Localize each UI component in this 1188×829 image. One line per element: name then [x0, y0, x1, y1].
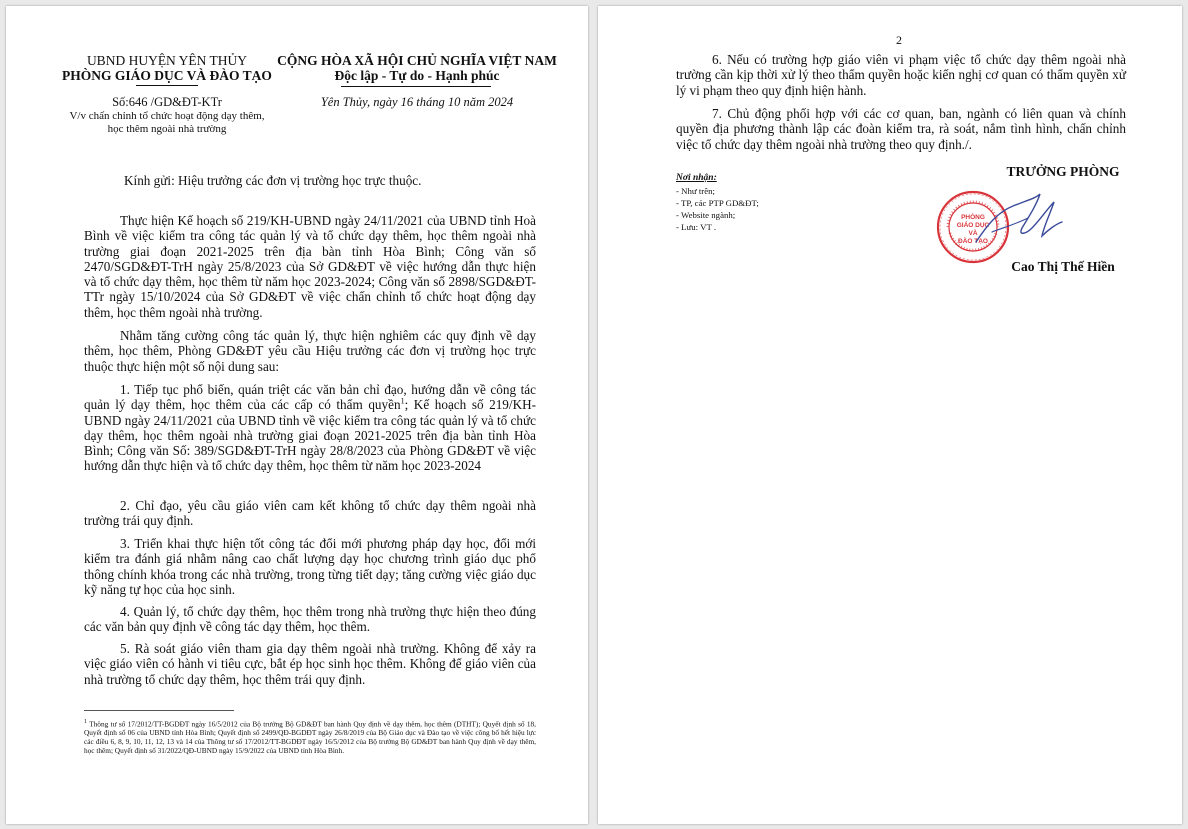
document-number: Số:646 /GD&ĐT-KTr	[112, 95, 222, 109]
recipient-item: - TP, các PTP GD&ĐT;	[676, 198, 759, 208]
paragraph-intro: Thực hiện Kế hoạch số 219/KH-UBND ngày 24/11/2021 của UBND tỉnh Hoà Bình về việc kiểm tra công tác quản lý và tổ chức dạy thêm, học thêm ngoài nhà trường giai đoạn 2021-2025 trên địa bàn tỉnh Hòa Bình; Công văn số 2470/SGD&ĐT-TrH ngày 25/8/2023 của Sở GD&ĐT về việc hướng dẫn thực hiện và tổ chức dạy thêm, học thêm từ năm học 2023-2024; Công văn số 2898/SGD&ĐT-TTr ngày 15/10/2024 của Sở GD&ĐT về việc chấn chỉnh tổ chức hoạt động dạy thêm, học thêm ngoài nhà trường.	[84, 213, 536, 320]
svg-text:PHÒNG: PHÒNG	[961, 214, 985, 221]
org-line-2: PHÒNG GIÁO DỤC VÀ ĐÀO TẠO	[62, 68, 272, 83]
footnote-text: Thông tư số 17/2012/TT-BGDĐT ngày 16/5/2012 của Bộ trưởng Bộ GD&ĐT ban hành Quy định về dạy thêm, học thêm (DTHT); Quyết định số 18, Quyết định số 06 của UBND tỉnh Hòa Bình; Quyết định số 2499/QĐ-BGDĐT ngày 26/8/2019 của Bộ Giáo dục và Đào tạo về việc công bố hết hiệu lực các điều 6, 8, 9, 10, 11, 12, 13 và 14 của Thông tư số 17/2012/TT-BGDĐT ngày 16/5/2012 của Bộ trưởng Bộ GD&ĐT ban hành Quy định về dạy thêm, học thêm; Quyết định số 31/2022/QĐ-UBND ngày 15/9/2022 của UBND tỉnh Hòa Bình.	[84, 719, 536, 756]
svg-text:VÀ: VÀ	[968, 230, 978, 237]
document-page-2	[598, 6, 1182, 824]
nation-line-1: CỘNG HÒA XÃ HỘI CHỦ NGHĨA VIỆT NAM	[277, 53, 557, 68]
recipient-item: - Lưu: VT .	[676, 222, 717, 232]
footnote-separator	[84, 710, 234, 711]
document-page-1	[6, 6, 588, 824]
list-item-4: 4. Quản lý, tổ chức dạy thêm, học thêm trong nhà trường thực hiện theo đúng các văn bản quy định về công tác dạy thêm, học thêm.	[84, 604, 536, 635]
document-subject: V/v chấn chỉnh tổ chức hoạt động dạy thêm, học thêm ngoài nhà trường	[69, 110, 265, 135]
nation-line-2: Độc lập - Tự do - Hạnh phúc	[334, 68, 500, 83]
recipient-line: Kính gửi: Hiệu trưởng các đơn vị trường học trực thuộc.	[124, 173, 422, 188]
list-item-7: 7. Chủ động phối hợp với các cơ quan, ban, ngành có liên quan và chính quyền địa phương thành lập các đoàn kiểm tra, rà soát, nắm tình hình, chấn chỉnh việc tổ chức dạy thêm ngoài nhà trường theo quy định./.	[676, 106, 1126, 152]
list-item-6: 6. Nếu có trường hợp giáo viên vi phạm việc tổ chức dạy thêm ngoài nhà trường cần kịp thời xử lý theo thẩm quyền hoặc kiến nghị cơ quan có thẩm quyền xử lý vi phạm theo quy định hiện hành.	[676, 52, 1126, 98]
signer-title: TRƯỞNG PHÒNG	[1006, 164, 1120, 179]
list-item-1-text-a: 1. Tiếp tục phổ biến, quán triệt các văn bản chỉ đạo, hướng dẫn về công tác quản lý dạy thêm, học thêm của các cấp có thẩm quyền	[84, 382, 536, 413]
recipients-title: Nơi nhận:	[676, 173, 717, 183]
list-item-1-text-b: ; Kế hoạch số 219/KH-UBND ngày 24/11/2021 của UBND tỉnh về việc kiểm tra công tác quản lý và tổ chức dạy thêm, học thêm ngoài nhà trường giai đoạn 2021-2025 trên địa bàn tỉnh Hòa Bình; Công văn Số: 389/SGD&ĐT-TrH ngày 28/8/2023 của Phòng GD&ĐT về việc hướng dẫn thực hiện và tổ chức dạy thêm, học thêm từ năm học 2023-2024	[84, 397, 537, 474]
place-date: Yên Thủy, ngày 16 tháng 10 năm 2024	[320, 95, 514, 109]
recipient-item: - Website ngành;	[676, 210, 736, 220]
footnote-ref: 1	[400, 396, 405, 406]
svg-text:ĐÀO TẠO: ĐÀO TẠO	[958, 238, 988, 245]
footnote-marker: 1	[84, 719, 87, 725]
nation-underline	[341, 86, 491, 87]
handwritten-signature	[958, 184, 1078, 264]
svg-text:GIÁO DỤC: GIÁO DỤC	[956, 222, 990, 229]
list-item-1	[84, 382, 536, 474]
list-item-3: 3. Triển khai thực hiện tốt công tác đổi mới phương pháp dạy học, đổi mới kiểm tra đánh giá nhằm nâng cao chất lượng dạy học chương trình giáo dục phổ thông chính khóa trong các nhà trường, trong từng tiết dạy; tăng cường việc giáo dục kỹ năng tự học của học sinh.	[84, 536, 536, 597]
org-line-1: UBND HUYỆN YÊN THỦY	[86, 53, 248, 68]
recipient-item: - Như trên;	[676, 186, 715, 196]
paragraph-request: Nhằm tăng cường công tác quản lý, thực hiện nghiêm các quy định về dạy thêm, học thêm, Phòng GD&ĐT yêu cầu Hiệu trưởng các đơn vị trường học trực thuộc thực hiện một số nội dung sau:	[84, 328, 536, 374]
org-underline	[136, 85, 198, 86]
page-number: 2	[896, 33, 902, 47]
signer-name: Cao Thị Thế Hiền	[1011, 259, 1115, 274]
list-item-2: 2. Chỉ đạo, yêu cầu giáo viên cam kết không tổ chức dạy thêm ngoài nhà trường trái quy định.	[84, 498, 536, 529]
footnote	[84, 718, 536, 755]
list-item-5: 5. Rà soát giáo viên tham gia dạy thêm ngoài nhà trường. Không để xảy ra việc giáo viên có hành vi tiêu cực, bắt ép học sinh học thêm. Không để giáo viên của nhà trường tổ chức dạy thêm, học thêm trái quy định.	[84, 641, 536, 687]
